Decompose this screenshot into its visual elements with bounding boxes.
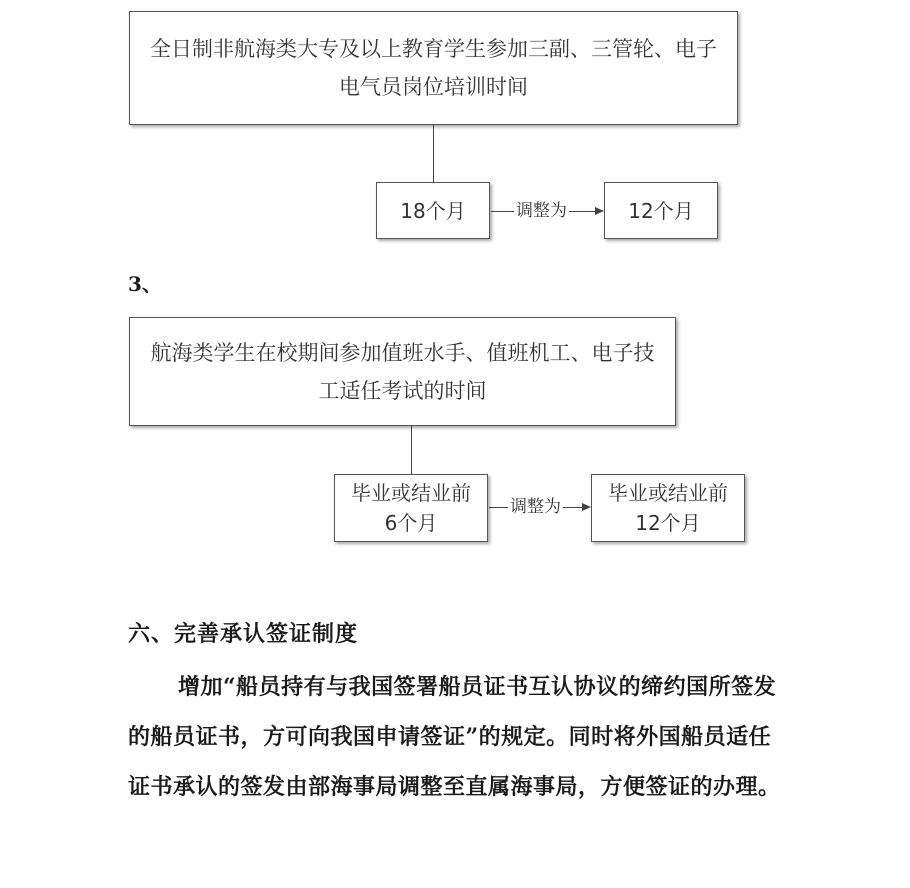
flow1-from-text: 18个月 bbox=[400, 198, 466, 223]
flow2-arrow-label: 调整为 bbox=[510, 497, 561, 517]
flow2-connector bbox=[411, 426, 412, 474]
flow1-arrowhead-icon bbox=[595, 207, 604, 215]
flow1-from-box bbox=[376, 182, 490, 239]
flow2-from-line2: 6个月 bbox=[384, 511, 438, 535]
flow2-to-box bbox=[591, 474, 745, 542]
section-number: 3、 bbox=[128, 272, 162, 296]
flow2-from-box bbox=[334, 474, 488, 542]
flow1-title-box bbox=[129, 11, 738, 125]
flow1-connector bbox=[433, 125, 434, 182]
flow2-to-line1: 毕业或结业前 bbox=[608, 481, 728, 505]
flow2-from-line1: 毕业或结业前 bbox=[351, 481, 471, 505]
section6-heading: 六、完善承认签证制度 bbox=[128, 621, 359, 647]
flow1-to-text: 12个月 bbox=[628, 198, 694, 223]
flow1-to-box bbox=[604, 182, 718, 239]
flow2-title-text: 航海类学生在校期间参加值班水手、值班机工、电子技工适任考试的时间 bbox=[150, 340, 655, 403]
section6-paragraph: 增加“船员持有与我国签署船员证书互认协议的缔约国所签发的船员证书，方可向我国申请签证”的规定。同时将外国船员适任证书承认的签发由部海事局调整至直属海事局，方便签证的办理。 bbox=[128, 674, 781, 800]
flow2-to-line2: 12个月 bbox=[635, 511, 701, 535]
flow2-arrowhead-icon bbox=[582, 503, 591, 511]
flow2-title-box bbox=[129, 317, 676, 426]
flow1-arrow-label: 调整为 bbox=[516, 201, 567, 221]
flow1-title-text: 全日制非航海类大专及以上教育学生参加三副、三管轮、电子电气员岗位培训时间 bbox=[150, 37, 717, 99]
